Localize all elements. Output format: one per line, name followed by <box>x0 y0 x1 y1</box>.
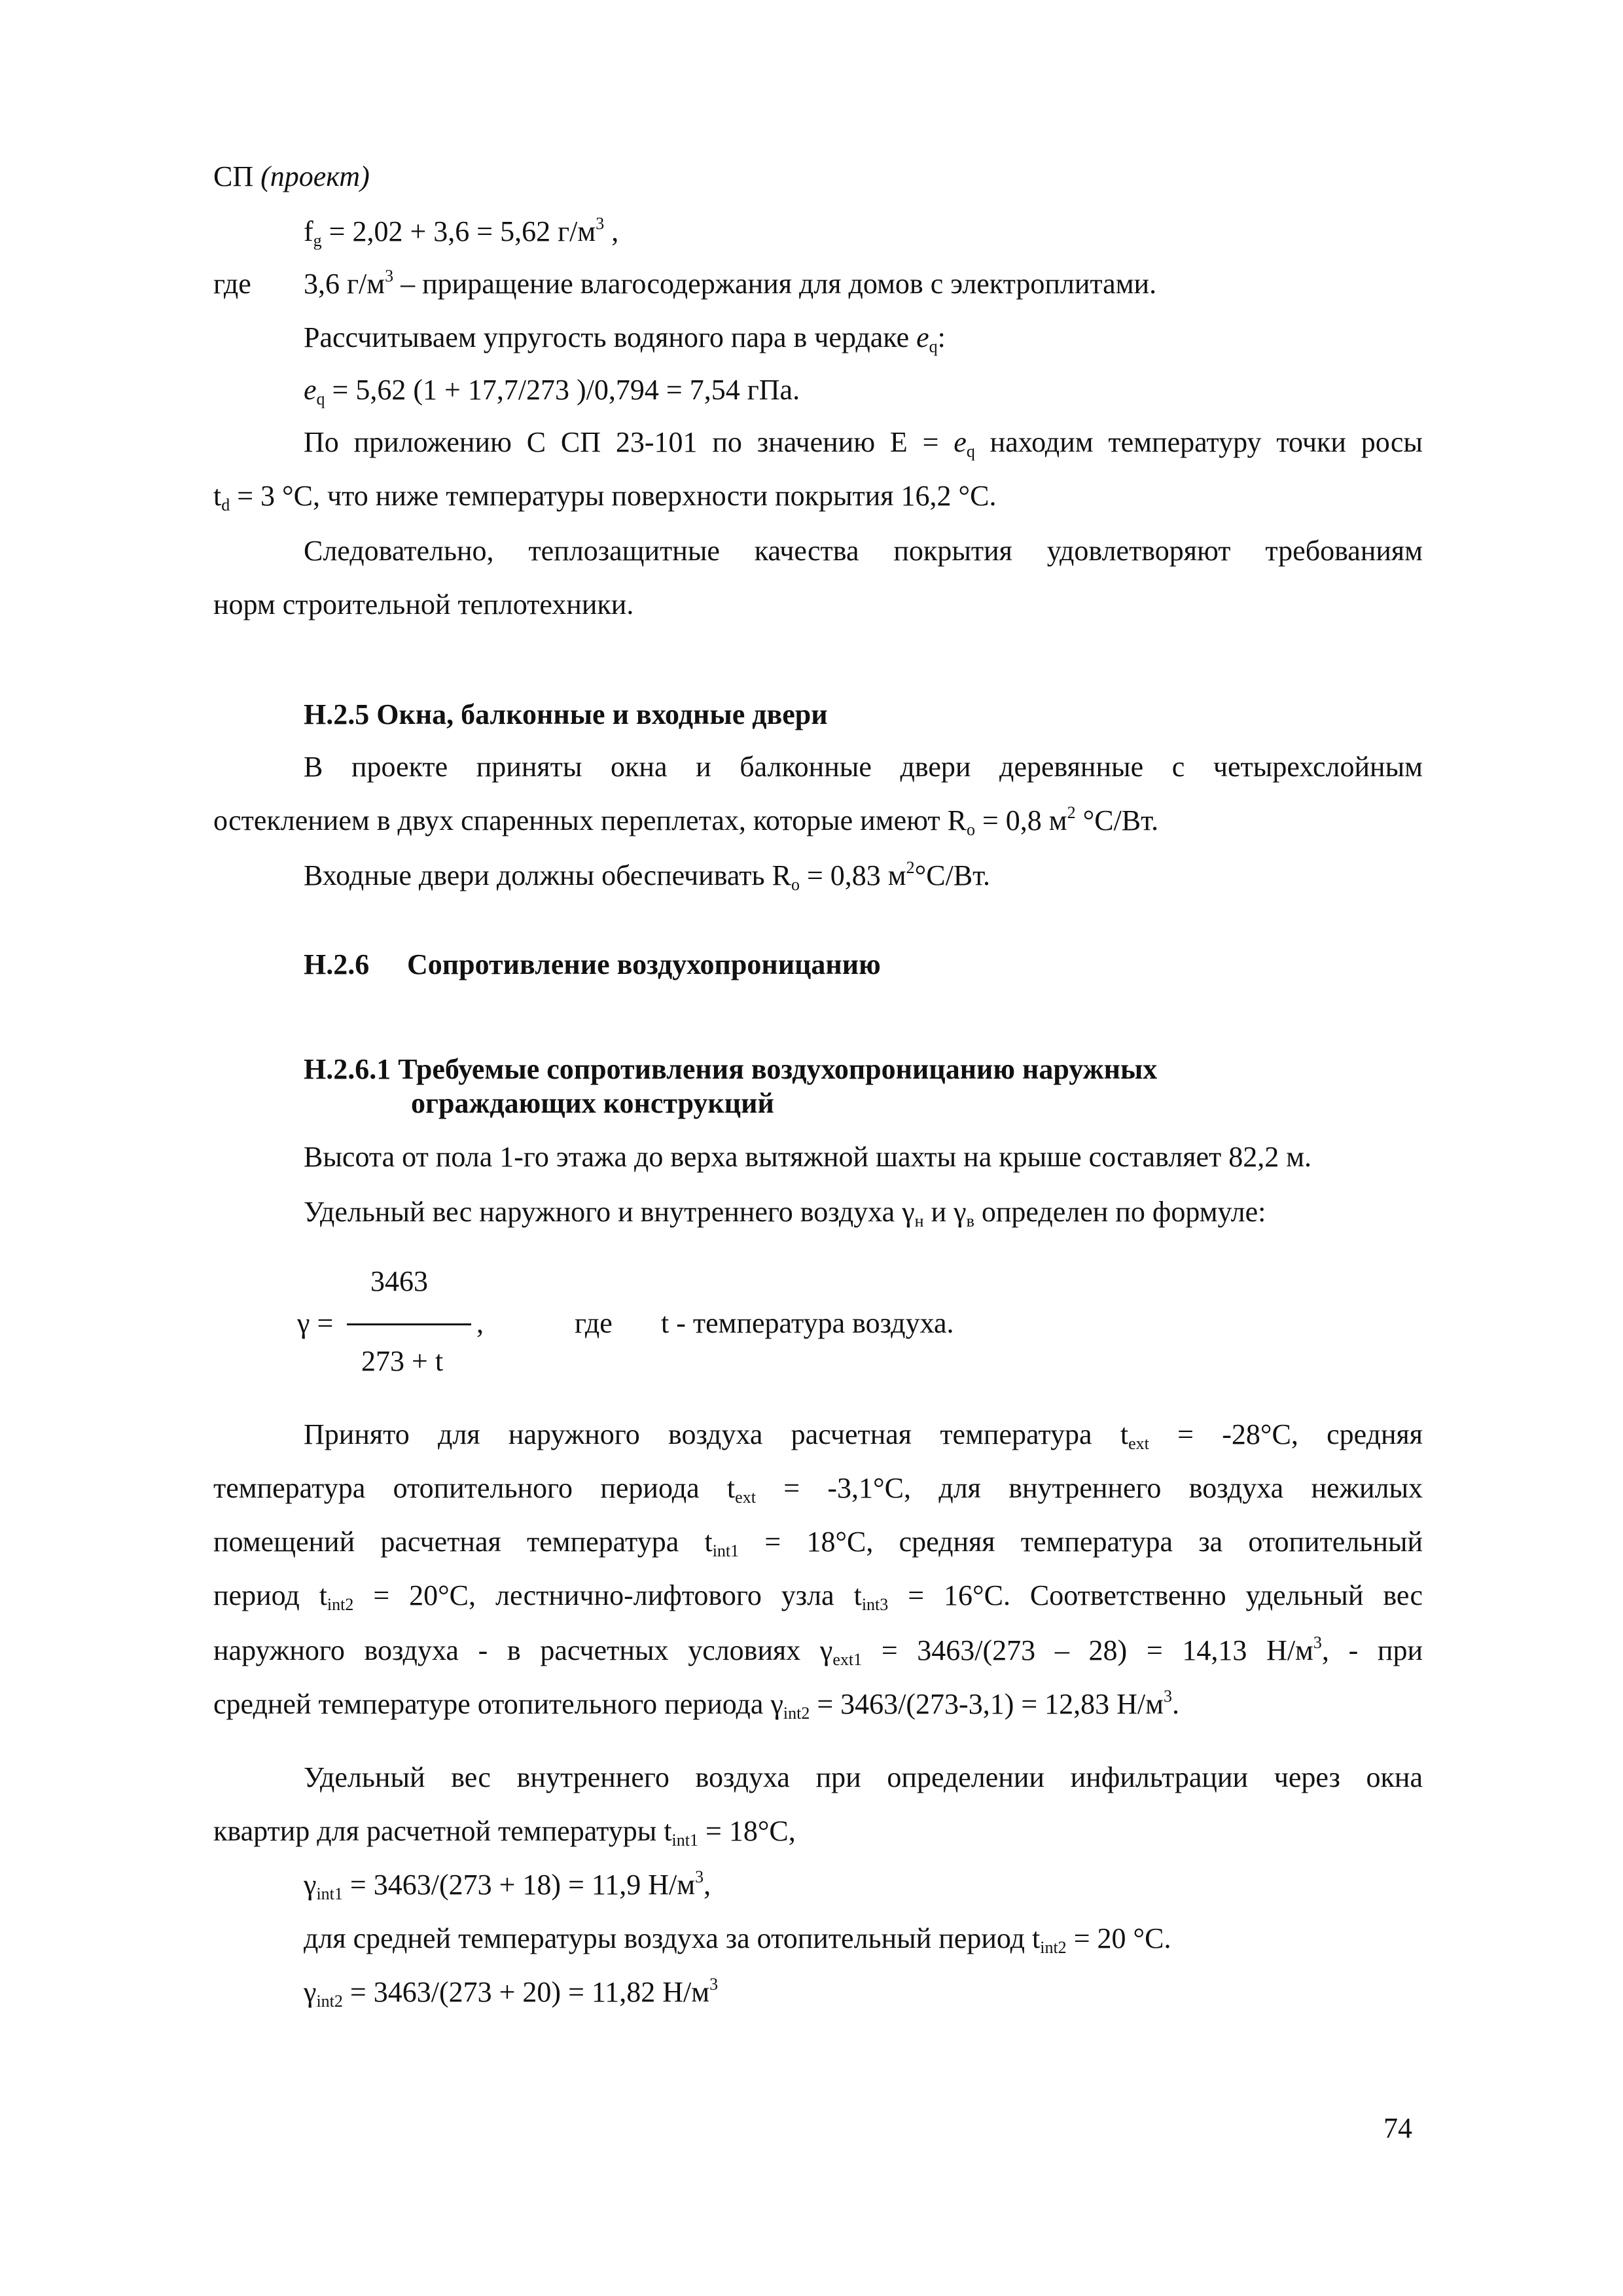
p1-l3-sub: int1 <box>712 1541 740 1560</box>
appendix-b: находим температуру точки росы <box>974 426 1423 458</box>
g1-rhs: = 3463/(273 + 18) = 11,9 Н/м <box>342 1869 696 1901</box>
p3-b: = 20 °С. <box>1066 1922 1171 1954</box>
p1-l2-sub: ext <box>735 1488 756 1507</box>
height-line: Высота от пола 1-го этажа до верха вытяжной шахты на крыше составляет 82,2 м. <box>304 1141 1312 1173</box>
calc-intro-text: Рассчитываем упругость водяного пара в чердаке <box>304 321 917 353</box>
doors-c: °С/Вт. <box>914 859 991 891</box>
g1-symbol: γ <box>304 1869 317 1901</box>
doors-b: = 0,83 м <box>799 859 906 891</box>
eq-equation <box>304 374 800 408</box>
p2-line-1: Удельный вес внутреннего воздуха при определении инфильтрации через окна <box>304 1761 1423 1793</box>
doors-line <box>304 858 991 894</box>
gamma-sub-n: н <box>914 1211 924 1230</box>
eq-rhs: = 5,62 (1 + 17,7/273 )/0,794 = 7,54 гПа. <box>325 374 800 406</box>
doors-sub-o: о <box>791 875 800 894</box>
eq-sub-2: q <box>316 389 325 408</box>
fg-rhs: = 2,02 + 3,6 = 5,62 г/м <box>321 215 596 247</box>
p2-l2-a: квартир для расчетной температуры t <box>213 1815 672 1847</box>
fg-subscript: g <box>313 231 322 250</box>
td-sub: d <box>221 495 230 514</box>
p1-line-2 <box>213 1472 1423 1507</box>
g1-sub: int1 <box>316 1884 343 1903</box>
p1-line-4 <box>213 1579 1423 1614</box>
windows-line-2 <box>213 803 1159 839</box>
eq-sub: q <box>929 337 938 356</box>
formula-denominator: 273 + t <box>361 1345 444 1377</box>
p1-l6-sub: int2 <box>783 1704 810 1723</box>
p1-l6-b: = 3463/(273-3,1) = 12,83 Н/м <box>810 1688 1164 1720</box>
p1-line-6: средней температуре отопительного периода $\gamma_{int2} = 3463/(273-3,1) = 12,83$ $Н/м^3$. <box>213 1687 1179 1723</box>
fg-symbol: f <box>304 215 313 247</box>
p1-l4-sub: int2 <box>327 1595 354 1614</box>
g1-sup: 3 <box>695 1867 704 1886</box>
appendix-line-1 <box>304 426 1423 461</box>
heading-h2261-line-2: ограждающих конструкций <box>411 1087 774 1119</box>
gamma-def-line <box>304 1196 1266 1230</box>
p3-sub: int2 <box>1040 1938 1067 1957</box>
heading-h226-title: Сопротивление воздухопроницанию <box>407 948 881 980</box>
fg-equation: $f_g = 2,02 + 3,6 = 5,62$ $г/м^3$ , <box>304 214 619 250</box>
p1-l3-b: = 18°С, средняя температура за отопительный <box>739 1526 1423 1558</box>
gamma-int2-equation <box>304 1975 719 2011</box>
p1-l3-a: помещений расчетная температура t <box>213 1526 713 1558</box>
p1-l5-a: наружного воздуха - в расчетных условиях γ <box>213 1634 833 1666</box>
heading-sp <box>213 162 370 191</box>
formula-where: где <box>575 1307 613 1339</box>
g2-rhs: = 3463/(273 + 20) = 11,82 Н/м <box>342 1976 710 2008</box>
windows-line-1: В проекте приняты окна и балконные двери деревянные с четырехслойным <box>304 751 1423 783</box>
p2-line-2 <box>213 1815 796 1850</box>
p1-l4-sub2: int3 <box>861 1595 889 1614</box>
eq-symbol: e <box>916 321 929 353</box>
fg-sup: 3 <box>596 214 605 233</box>
where-text-1 <box>304 266 1157 300</box>
p1-line-1 <box>304 1418 1423 1453</box>
where-text-1a: 3,6 г/м <box>304 268 385 300</box>
where-sup: 3 <box>385 266 394 285</box>
gamma-a: Удельный вес наружного и внутреннего воздуха γ <box>304 1196 915 1228</box>
eq-sub-3: q <box>966 442 975 461</box>
g2-sup: 3 <box>709 1975 719 1994</box>
p1-l4-c: = 16°С. Соответственно удельный вес <box>888 1579 1423 1611</box>
eq-symbol-2: e <box>304 374 317 406</box>
where-text-1b: – приращение влагосодержания для домов с электроплитами. <box>393 268 1157 300</box>
p1-line-3 <box>213 1526 1423 1560</box>
windows-c: °С/Вт. <box>1075 804 1159 836</box>
heading-h2261-line-1: Н.2.6.1 Требуемые сопротивления воздухопроницанию наружных <box>304 1053 1158 1085</box>
windows-sub-o: о <box>966 820 975 839</box>
p1-l1-sub: ext <box>1128 1434 1149 1453</box>
heading-h225: Н.2.5 Окна, балконные и входные двери <box>304 698 828 730</box>
p1-l2-a: температура отопительного периода t <box>213 1472 736 1504</box>
p1-l1-b: = -28°С, средняя <box>1149 1418 1423 1450</box>
p1-l4-a: период t <box>213 1579 327 1611</box>
p1-l5-b: = 3463/(273 – 28) = 14,13 Н/м <box>862 1634 1313 1666</box>
p1-l4-b: = 20°С, лестнично-лифтового узла t <box>353 1579 862 1611</box>
gamma-sub-v: в <box>966 1211 974 1230</box>
gamma-c: определен по формуле: <box>974 1196 1266 1228</box>
formula-t-desc: t - температура воздуха. <box>661 1307 954 1339</box>
g2-symbol: γ <box>304 1976 317 2008</box>
p1-l6-sup: 3 <box>1164 1687 1172 1706</box>
heading-sp-note: (проект) <box>260 160 370 192</box>
p1-l6-a: средней температуре отопительного периода γ <box>213 1688 783 1720</box>
formula-lhs: γ = <box>297 1307 334 1339</box>
gamma-b: и γ <box>923 1196 967 1228</box>
windows-b: = 0,8 м <box>974 804 1067 836</box>
p2-l2-sub: int1 <box>671 1831 698 1850</box>
g1-end: , <box>704 1869 711 1901</box>
p1-line-5 <box>213 1633 1423 1669</box>
heading-h226-number: Н.2.6 <box>304 948 370 980</box>
p1-l1-a: Принято для наружного воздуха расчетная температура t <box>304 1418 1129 1450</box>
windows-sup: 2 <box>1067 803 1076 822</box>
p3-a: для средней температуры воздуха за отопительный период t <box>304 1922 1041 1954</box>
td-symbol: t <box>213 480 222 512</box>
appendix-a: По приложению С СП 23-101 по значению Е = <box>304 426 954 458</box>
p3-line <box>304 1922 1171 1957</box>
page-number: 74 <box>1383 2112 1412 2144</box>
conclusion-line-1: Следовательно, теплозащитные качества покрытия удовлетворяют требованиям <box>304 535 1423 567</box>
formula-fraction-bar <box>347 1323 471 1325</box>
g2-sub: int2 <box>316 1992 343 2011</box>
gamma-int1-equation <box>304 1867 711 1903</box>
p1-l5-sup: 3 <box>1313 1633 1322 1652</box>
td-line <box>213 480 997 514</box>
doors-sup: 2 <box>906 858 915 877</box>
windows-a: остеклением в двух спаренных переплетах, которые имеют R <box>213 804 967 836</box>
p1-l5-c: , - при <box>1321 1634 1423 1666</box>
eq-symbol-3: e <box>954 426 967 458</box>
where-word-1: где <box>213 268 251 300</box>
p1-l5-sub: ext1 <box>832 1650 863 1669</box>
p2-l2-b: = 18°С, <box>698 1815 796 1847</box>
calc-eq-intro: Рассчитываем упругость водяного пара в чердаке $e_q$: <box>304 321 946 356</box>
doors-a: Входные двери должны обеспечивать R <box>304 859 791 891</box>
p1-l2-b: = -3,1°С, для внутреннего воздуха нежилых <box>755 1472 1423 1504</box>
conclusion-line-2: норм строительной теплотехники. <box>213 588 634 620</box>
formula-comma: , <box>476 1307 484 1339</box>
heading-sp-label: СП <box>213 160 254 192</box>
formula-numerator: 3463 <box>370 1265 428 1297</box>
td-rest: = 3 °С, что ниже температуры поверхности покрытия 16,2 °С. <box>230 480 997 512</box>
